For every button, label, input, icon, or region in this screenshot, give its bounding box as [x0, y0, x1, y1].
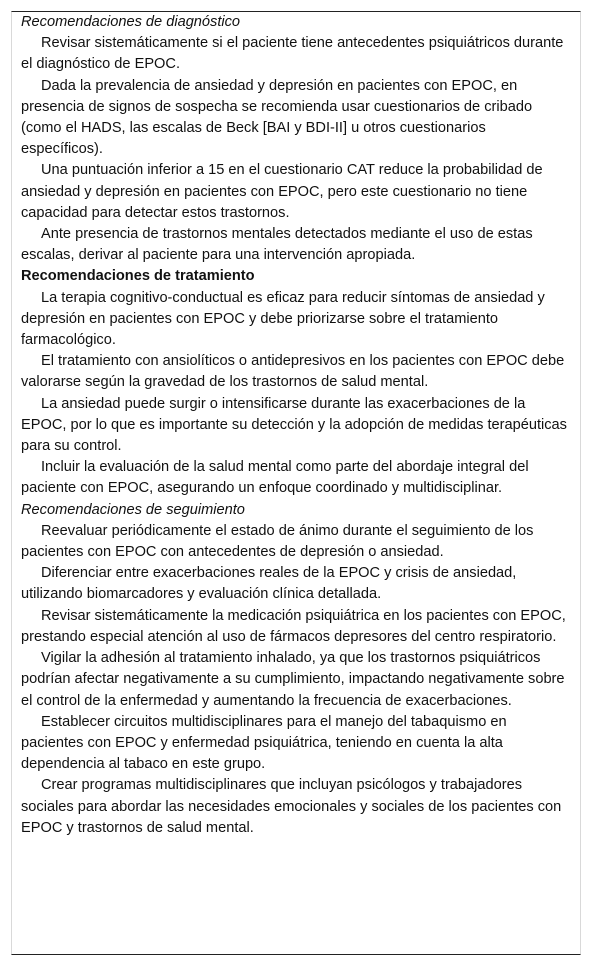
follow-up-recommendation: Crear programas multidisciplinares que incluyan psicólogos y trabajadores sociales para abordar las necesidades emocionales y sociales de los pacientes con EPOC y trastornos de salud mental. [21, 777, 562, 836]
follow-up-recommendation: Revisar sistemáticamente la medicación psiquiátrica en los pacientes con EPOC, prestando especial atención al uso de fármacos depresores del centro respiratorio. [21, 607, 566, 645]
treatment-recommendation: La ansiedad puede surgir o intensificarse durante las exacerbaciones de la EPOC, por lo que es importante su detección y la adopción de medidas terapéuticas para su control. [21, 395, 567, 455]
treatment-recommendation: Incluir la evaluación de la salud mental como parte del abordaje integral del paciente con EPOC, asegurando un enfoque coordinado y multidisciplinar. [21, 459, 529, 497]
table-cell [21, 12, 569, 839]
follow-up-recommendation: Diferenciar entre exacerbaciones reales de la EPOC y crisis de ansiedad, utilizando biomarcadores y evaluación clínica detallada. [21, 565, 517, 603]
recommendations-table [11, 11, 581, 955]
diagnosis-recommendation: Una puntuación inferior a 15 en el cuestionario CAT reduce la probabilidad de ansiedad y depresión en pacientes con EPOC, pero este cuestionario no tiene capacidad para detectar estos trastornos. [21, 162, 543, 221]
follow-up-recommendation: Vigilar la adhesión al tratamiento inhalado, ya que los trastornos psiquiátricos podrían afectar negativamente a su cumplimiento, impactando negativamente sobre el control de la enfermedad y aumentando la frecuencia de exacerbaciones. [21, 650, 565, 709]
follow-up-recommendation: Reevaluar periódicamente el estado de ánimo durante el seguimiento de los pacientes con EPOC con antecedentes de depresión o ansiedad. [21, 522, 534, 561]
follow-up-heading: Recomendaciones de seguimiento [21, 501, 245, 518]
diagnosis-recommendation: Dada la prevalencia de ansiedad y depresión en pacientes con EPOC, en presencia de signos de sospecha se recomienda usar cuestionarios de cribado (como el HADS, las escalas de Beck [BAI y BDI-II] u otros cuestionarios específicos). [21, 77, 533, 158]
treatment-recommendation: La terapia cognitivo-conductual es eficaz para reducir síntomas de ansiedad y depresión en pacientes con EPOC y debe priorizarse sobre el tratamiento farmacológico. [21, 289, 545, 349]
diagnosis-heading: Recomendaciones de diagnóstico [21, 14, 241, 30]
treatment-recommendation: El tratamiento con ansiolíticos o antidepresivos en los pacientes con EPOC debe valorarse según la gravedad de los trastornos de salud mental. [21, 353, 565, 391]
diagnosis-recommendation: Ante presencia de trastornos mentales detectados mediante el uso de estas escalas, derivar al paciente para una intervención apropiada. [21, 226, 533, 264]
diagnosis-recommendation: Revisar sistemáticamente si el paciente tiene antecedentes psiquiátricos durante el diagnóstico de EPOC. [21, 35, 564, 73]
follow-up-recommendation: Establecer circuitos multidisciplinares para el manejo del tabaquismo en pacientes con EPOC y enfermedad psiquiátrica, teniendo en cuenta la alta dependencia al tabaco en este grupo. [21, 713, 507, 773]
treatment-heading: Recomendaciones de tratamiento [21, 268, 255, 285]
